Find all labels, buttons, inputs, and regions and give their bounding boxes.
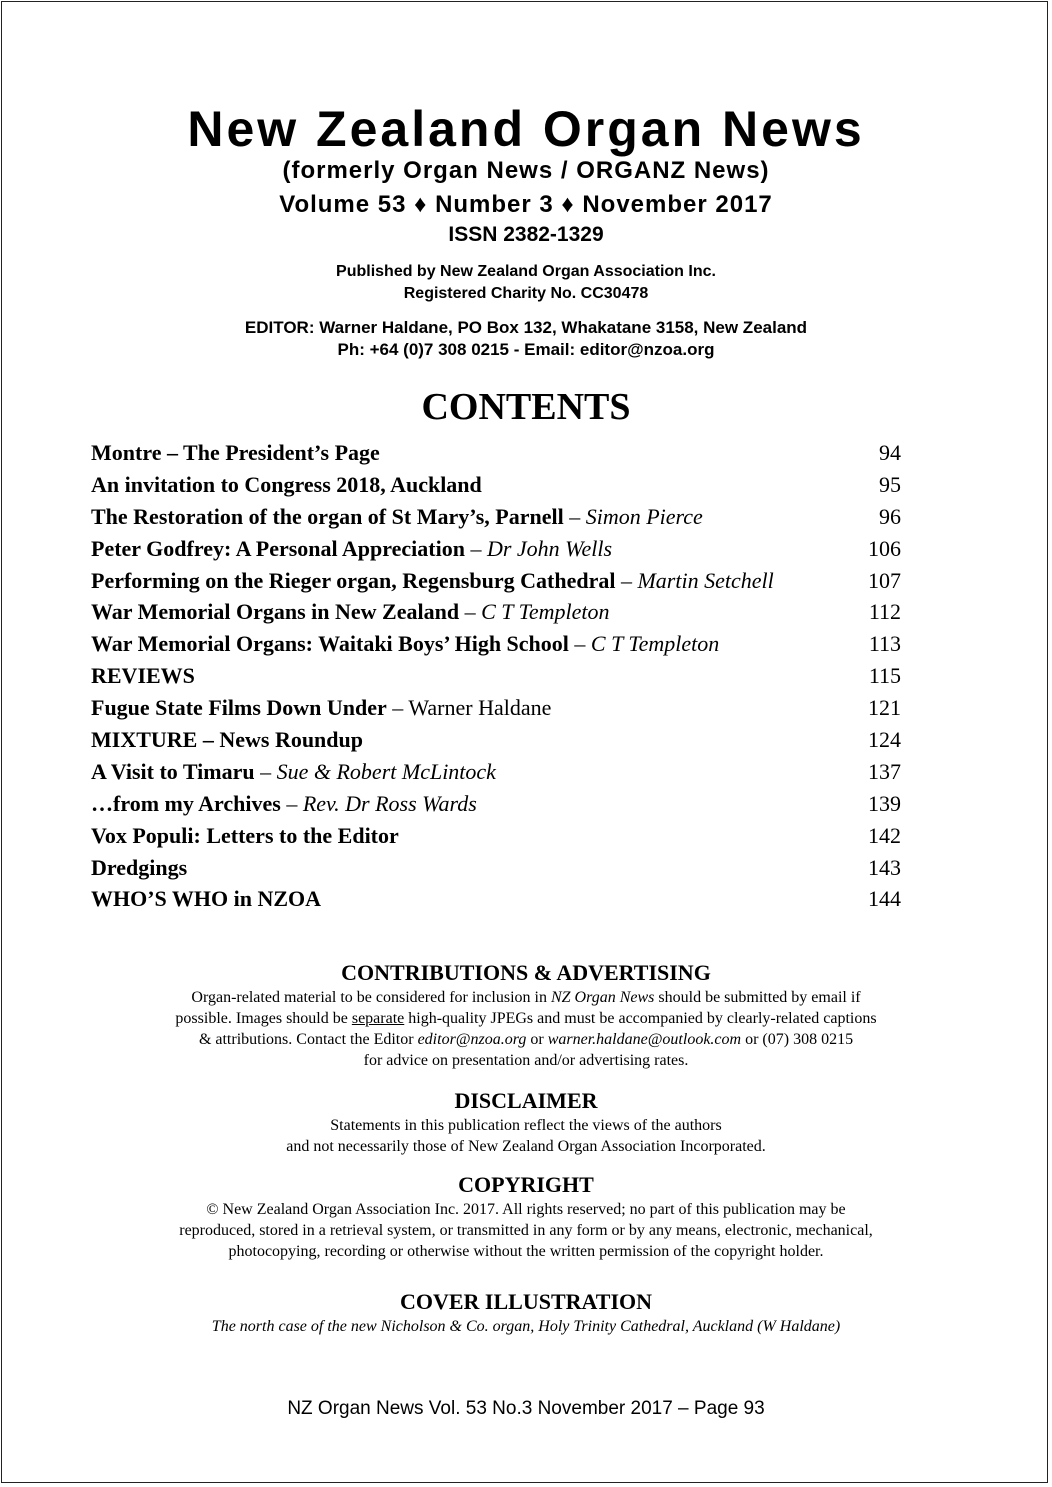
- toc-entry: [91, 631, 901, 663]
- toc-title: A Visit to Timaru: [91, 758, 255, 784]
- toc-author: – Simon Pierce: [563, 503, 703, 529]
- toc-page: 137: [868, 758, 901, 784]
- toc-title: Montre – The President’s Page: [91, 440, 380, 465]
- toc-page: 107: [868, 567, 901, 593]
- toc-page: 121: [868, 695, 901, 721]
- contents-heading: CONTENTS: [421, 386, 631, 428]
- copyright-heading: COPYRIGHT: [458, 1172, 594, 1197]
- toc-entry: [91, 855, 901, 887]
- toc-author: – Warner Haldane: [386, 695, 552, 721]
- toc-title: Fugue State Films Down Under: [91, 695, 387, 721]
- contributions-heading: CONTRIBUTIONS & ADVERTISING: [341, 960, 711, 985]
- contributions-text-part: & attributions. Contact the Editor: [198, 1031, 418, 1048]
- publisher-line: Published by New Zealand Organ Association Inc.: [336, 263, 716, 280]
- disclaimer-line: and not necessarily those of New Zealand Organ Association Incorporated.: [286, 1138, 766, 1155]
- toc-entry: [91, 440, 901, 472]
- publication-name: NZ Organ News: [550, 989, 655, 1006]
- toc-entry: [91, 472, 901, 504]
- contributions-text-part: or (07) 308 0215: [741, 1031, 854, 1048]
- toc-author: – Martin Setchell: [615, 567, 774, 593]
- toc-title: …from my Archives: [91, 790, 281, 816]
- toc-entry: [91, 695, 901, 727]
- toc-page: 106: [868, 535, 901, 561]
- disclaimer-text: [0, 1115, 1052, 1157]
- toc-entry: [91, 536, 901, 568]
- toc-title: REVIEWS: [91, 663, 195, 689]
- toc-page: 95: [879, 471, 901, 497]
- cover-caption: The north case of the new Nicholson & Co. organ, Holy Trinity Cathedral, Auckland (W Haldane): [211, 1318, 841, 1335]
- former-titles: (formerly Organ News / ORGANZ News): [282, 157, 770, 184]
- contributions-text-part: possible. Images should be: [175, 1010, 352, 1027]
- toc-page: 139: [868, 790, 901, 816]
- contents-list: [91, 440, 901, 918]
- masthead-title: New Zealand Organ News: [187, 101, 865, 157]
- toc-page: 144: [868, 886, 901, 912]
- contributions-text-part: or: [526, 1031, 548, 1048]
- copyright-line: reproduced, stored in a retrieval system, or transmitted in any form or by any means, electronic, mechanical,: [179, 1222, 873, 1239]
- toc-title: Peter Godfrey: A Personal Appreciation: [91, 535, 465, 561]
- toc-title: War Memorial Organs in New Zealand: [91, 599, 460, 625]
- toc-entry: [91, 504, 901, 536]
- toc-title: War Memorial Organs: Waitaki Boys’ High School: [91, 631, 569, 657]
- disclaimer-heading: DISCLAIMER: [454, 1088, 598, 1113]
- editor-contact: Ph: +64 (0)7 308 0215 - Email: editor@nzoa.org: [337, 340, 715, 359]
- editor-email-link[interactable]: editor@nzoa.org: [417, 1031, 527, 1048]
- toc-author: – C T Templeton: [568, 631, 720, 657]
- toc-author: – C T Templeton: [459, 599, 610, 625]
- toc-entry: [91, 823, 901, 855]
- toc-entry: [91, 663, 901, 695]
- toc-entry: [91, 886, 901, 918]
- contributions-text-part: should be submitted by email if: [654, 989, 861, 1006]
- editor-address: EDITOR: Warner Haldane, PO Box 132, Whakatane 3158, New Zealand: [244, 318, 808, 337]
- toc-title: Performing on the Rieger organ, Regensburg Cathedral: [91, 567, 616, 593]
- volume-line: Volume 53 ♦ Number 3 ♦ November 2017: [279, 191, 773, 218]
- toc-title: WHO’S WHO in NZOA: [91, 886, 322, 912]
- copyright-text: [0, 1199, 1052, 1262]
- toc-page: 143: [868, 854, 901, 880]
- contributions-text-part: for advice on presentation and/or advertising rates.: [363, 1052, 689, 1069]
- contributions-text-part: high-quality JPEGs and must be accompanied by clearly-related captions: [404, 1010, 877, 1027]
- toc-page: 94: [879, 440, 901, 465]
- toc-author: – Sue & Robert McLintock: [254, 758, 496, 784]
- cover-heading: COVER ILLUSTRATION: [399, 1289, 653, 1314]
- disclaimer-line: Statements in this publication reflect the views of the authors: [330, 1117, 722, 1134]
- toc-entry: [91, 791, 901, 823]
- toc-title: The Restoration of the organ of St Mary’s, Parnell: [91, 503, 564, 529]
- toc-page: 124: [868, 727, 901, 753]
- issn: ISSN 2382-1329: [448, 223, 604, 246]
- toc-title: Dredgings: [91, 854, 188, 880]
- toc-author: – Dr John Wells: [464, 535, 613, 561]
- page-footer: NZ Organ News Vol. 53 No.3 November 2017 – Page 93: [287, 1398, 765, 1419]
- toc-title: An invitation to Congress 2018, Auckland: [91, 471, 482, 497]
- toc-author: – Rev. Dr Ross Wards: [280, 790, 477, 816]
- toc-page: 112: [868, 599, 901, 625]
- toc-title: MIXTURE – News Roundup: [91, 727, 364, 753]
- underlined-word: separate: [351, 1010, 405, 1027]
- copyright-line: photocopying, recording or otherwise without the written permission of the copyright holder.: [228, 1243, 824, 1260]
- charity-line: Registered Charity No. CC30478: [403, 285, 649, 302]
- toc-page: 115: [868, 663, 901, 689]
- toc-entry: [91, 727, 901, 759]
- toc-entry: [91, 599, 901, 631]
- copyright-line: © New Zealand Organ Association Inc. 2017. All rights reserved; no part of this publication may be: [206, 1201, 846, 1218]
- toc-page: 142: [868, 822, 901, 848]
- contributions-text-part: Organ-related material to be considered for inclusion in: [191, 989, 551, 1006]
- toc-entry: [91, 759, 901, 791]
- toc-page: 113: [868, 631, 901, 657]
- editor-alt-email-link[interactable]: warner.haldane@outlook.com: [547, 1031, 742, 1048]
- toc-entry: [91, 568, 901, 600]
- contributions-text: [0, 987, 1052, 1071]
- toc-title: Vox Populi: Letters to the Editor: [91, 822, 399, 848]
- toc-page: 96: [879, 503, 901, 529]
